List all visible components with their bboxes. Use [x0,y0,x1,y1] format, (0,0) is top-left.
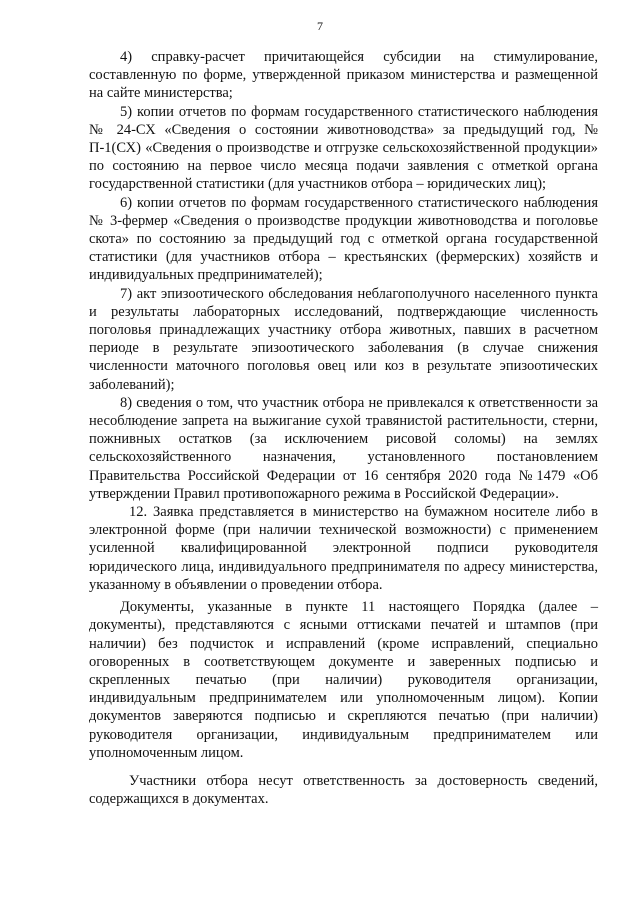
page-number: 7 [317,19,323,33]
list-item-4: 4) справку-расчет причитающейся субсидии на стимулирование, составленную по форме, утвержденной приказом министерства и размещенной на сайте министерства; [89,49,598,102]
document-body [89,48,598,808]
documents-requirements-paragraph: Документы, указанные в пункте 11 настоящего Порядка (далее – документы), представляются с ясными оттисками печатей и штампов (при наличии) без подчисток и исправлений (кроме исправлений, специально оговоренных в соответствующем документе и заверенных подписью и скрепленных печатью (при наличии) руководителя организации, индивидуальным предпринимателем или уполномоченным лицом). Копии документов заверяются подписью и скрепляются печатью (при наличии) руководителя организации, индивидуальным предпринимателем или уполномоченным лицом. [89,599,598,761]
clause-12: 12. Заявка представляется в министерство на бумажном носителе либо в электронной форме (при наличии технической возможности) с применением усиленной квалифицированной электронной подписи руководителя юридического лица, индивидуального предпринимателя по адресу министерства, указанному в объявлении о проведении отбора. [89,504,598,593]
list-item-6: 6) копии отчетов по формам государственного статистического наблюдения № 3-фермер «Сведения о производстве продукции животноводства и поголовье скота» по состоянию за предыдущий год с отметкой органа государственной статистики (для участников отбора – крестьянских (фермерских) хозяйств и индивидуальных предпринимателей); [89,194,598,284]
list-item-8: 8) сведения о том, что участник отбора не привлекался к ответственности за несоблюдение запрета на выжигание сухой травянистой растительности, стерни, пожнивных остатков (за исключением рисовой соломы) на землях сельскохозяйственного назначения, установленного постановлением Правительства Российской Федерации от 16 сентября 2020 года №1479 «Об утверждении Правил противопожарного режима в Российской Федерации». [89,394,598,502]
list-item-5: 5) копии отчетов по формам государственного статистического наблюдения № 24-СХ «Сведения о состоянии животноводства» за предыдущий год, № П-1(СХ) «Сведения о производстве и отгрузке сельскохозяйственной продукции» по состоянию на первое число месяца подачи заявления с отметкой органа государственной статистики (для участников отбора – юридических лиц); [89,103,598,193]
list-item-7: 7) акт эпизоотического обследования неблагополучного населенного пункта и результаты лабораторных исследований, подтверждающие численность поголовья принадлежащих участнику отбора животных, павших в расчетном периоде в результате эпизоотического заболевания (в случае снижения численности маточного поголовья овец или коз в результате эпизоотических заболеваний); [89,285,598,393]
responsibility-paragraph: Участники отбора несут ответственность за достоверность сведений, содержащихся в документах. [89,772,598,808]
